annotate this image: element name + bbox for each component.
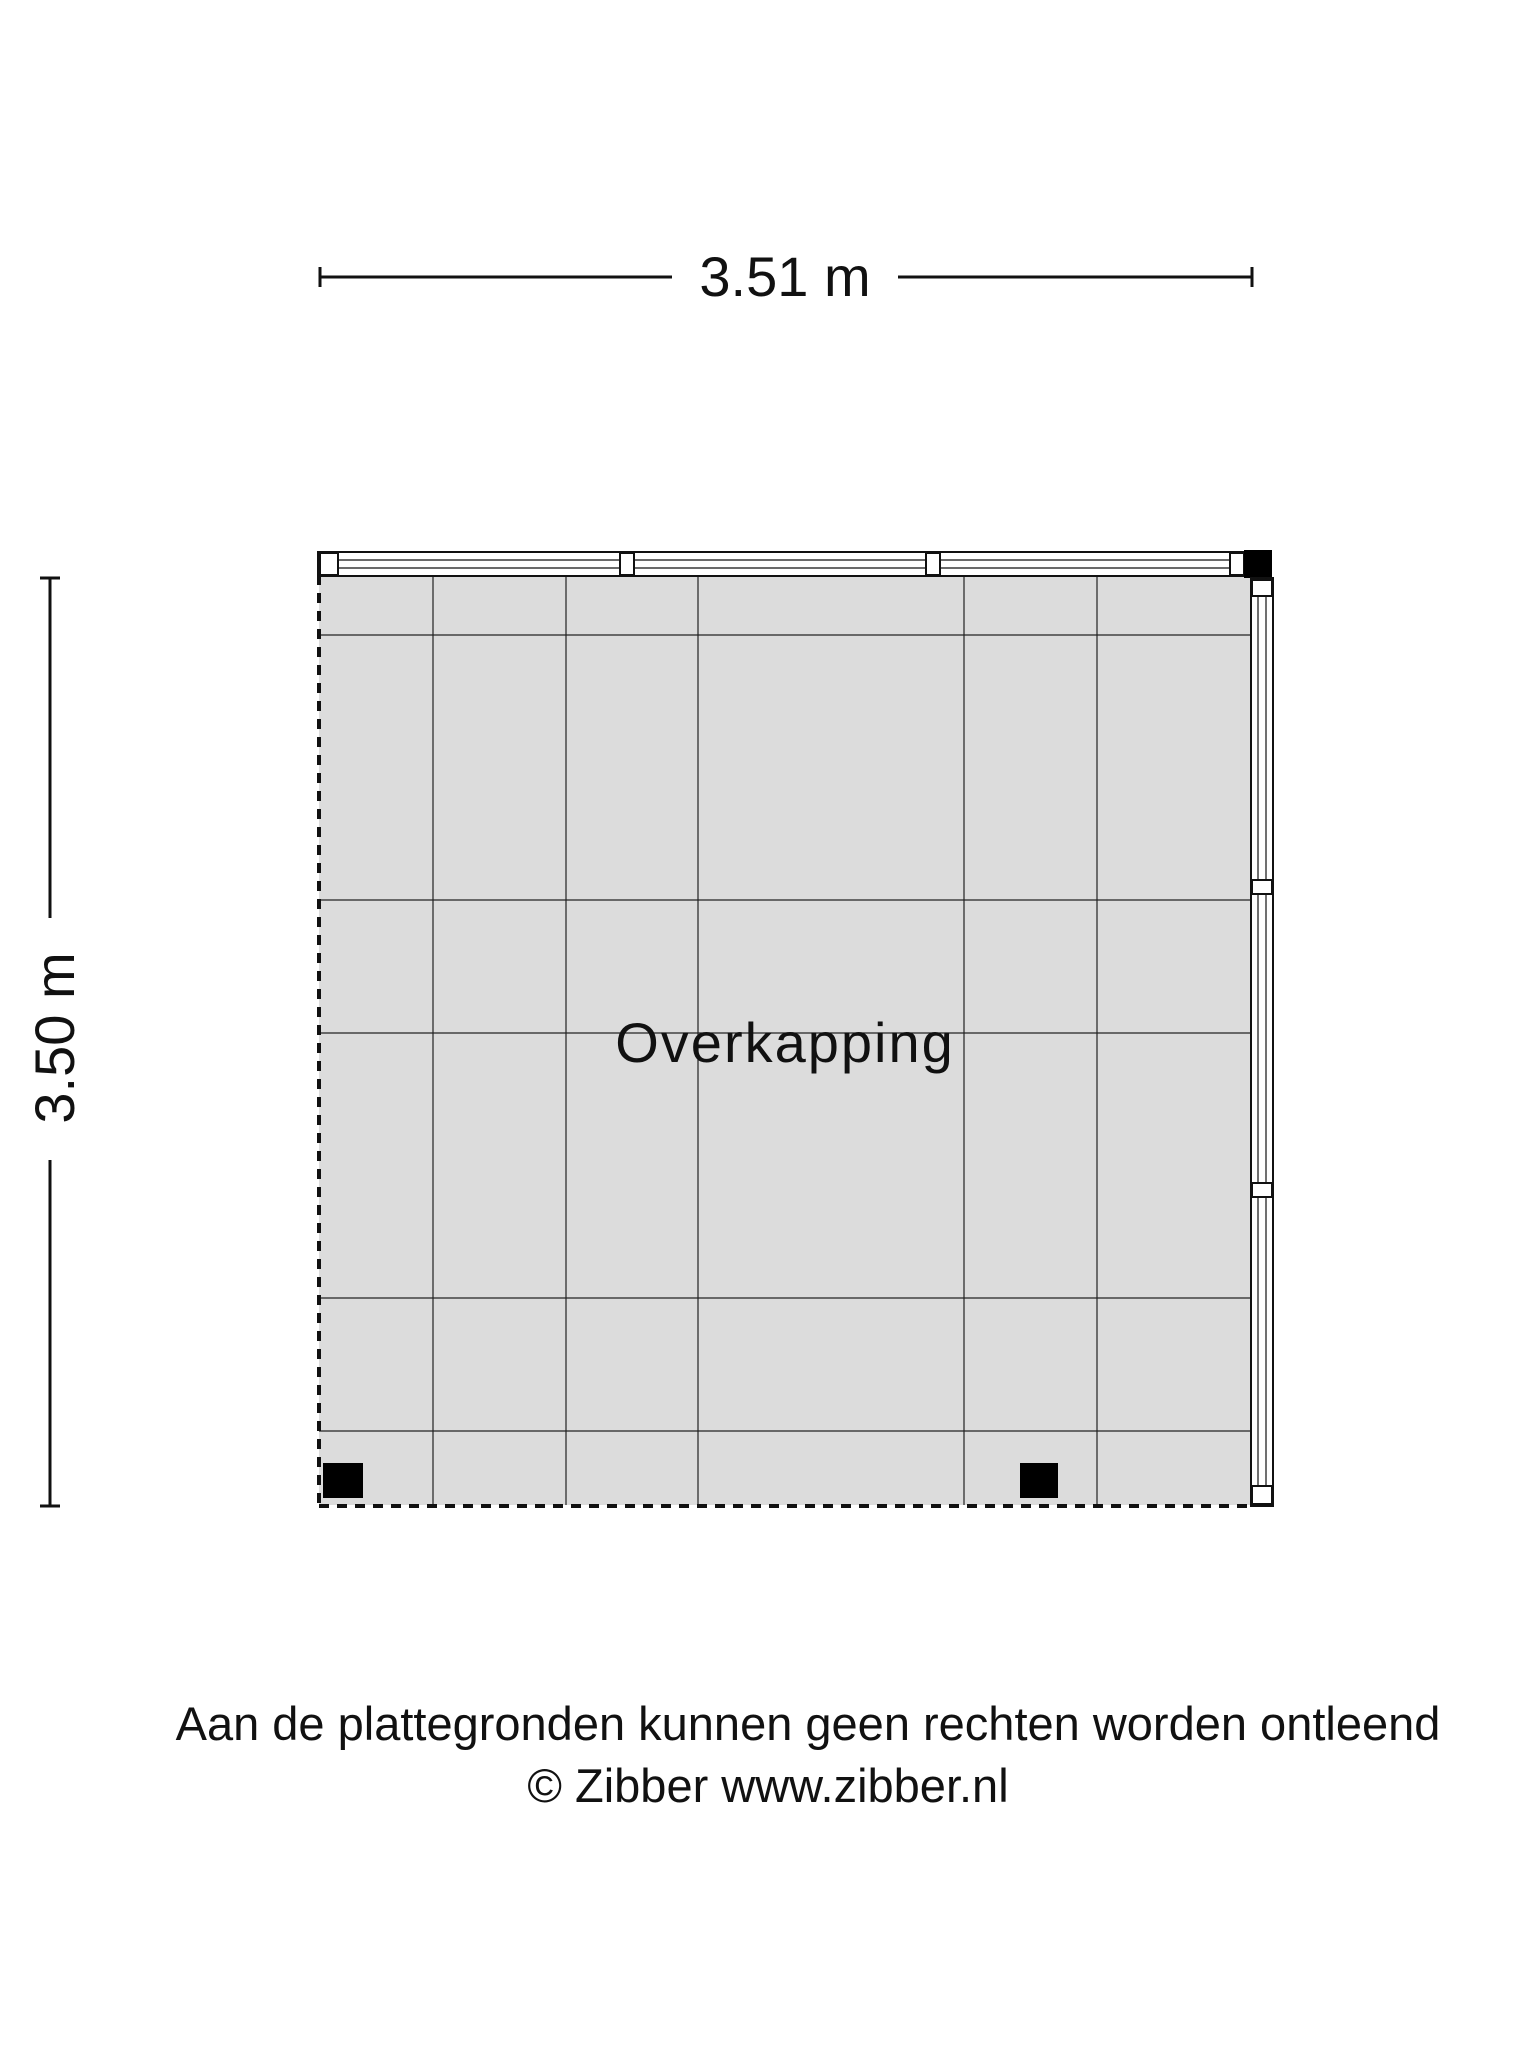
copyright-text: © Zibber www.zibber.nl [527, 1759, 1009, 1812]
width-dimension [320, 245, 1252, 308]
top-wall-frame [318, 552, 1256, 576]
width-dimension-label: 3.51 m [699, 245, 871, 308]
window-mullion [1230, 553, 1244, 575]
room-label: Overkapping [615, 1011, 955, 1074]
right-wall-frame [1251, 578, 1273, 1506]
window-mullion [1252, 880, 1272, 894]
room-overkapping [319, 575, 1253, 1505]
height-dimension-label: 3.50 m [23, 952, 86, 1124]
right-wall [1251, 578, 1273, 1506]
window-mullion [1252, 1183, 1272, 1197]
corner-column [1244, 550, 1272, 578]
window-mullion [1252, 1486, 1272, 1504]
column-post [323, 1463, 363, 1498]
window-mullion [620, 553, 634, 575]
window-mullion [1252, 580, 1272, 596]
top-wall [318, 550, 1272, 578]
height-dimension [23, 578, 86, 1506]
window-mullion [926, 553, 940, 575]
column-post [1020, 1463, 1058, 1498]
disclaimer-text: Aan de plattegronden kunnen geen rechten worden ontleend [175, 1697, 1441, 1750]
window-mullion [320, 553, 338, 575]
